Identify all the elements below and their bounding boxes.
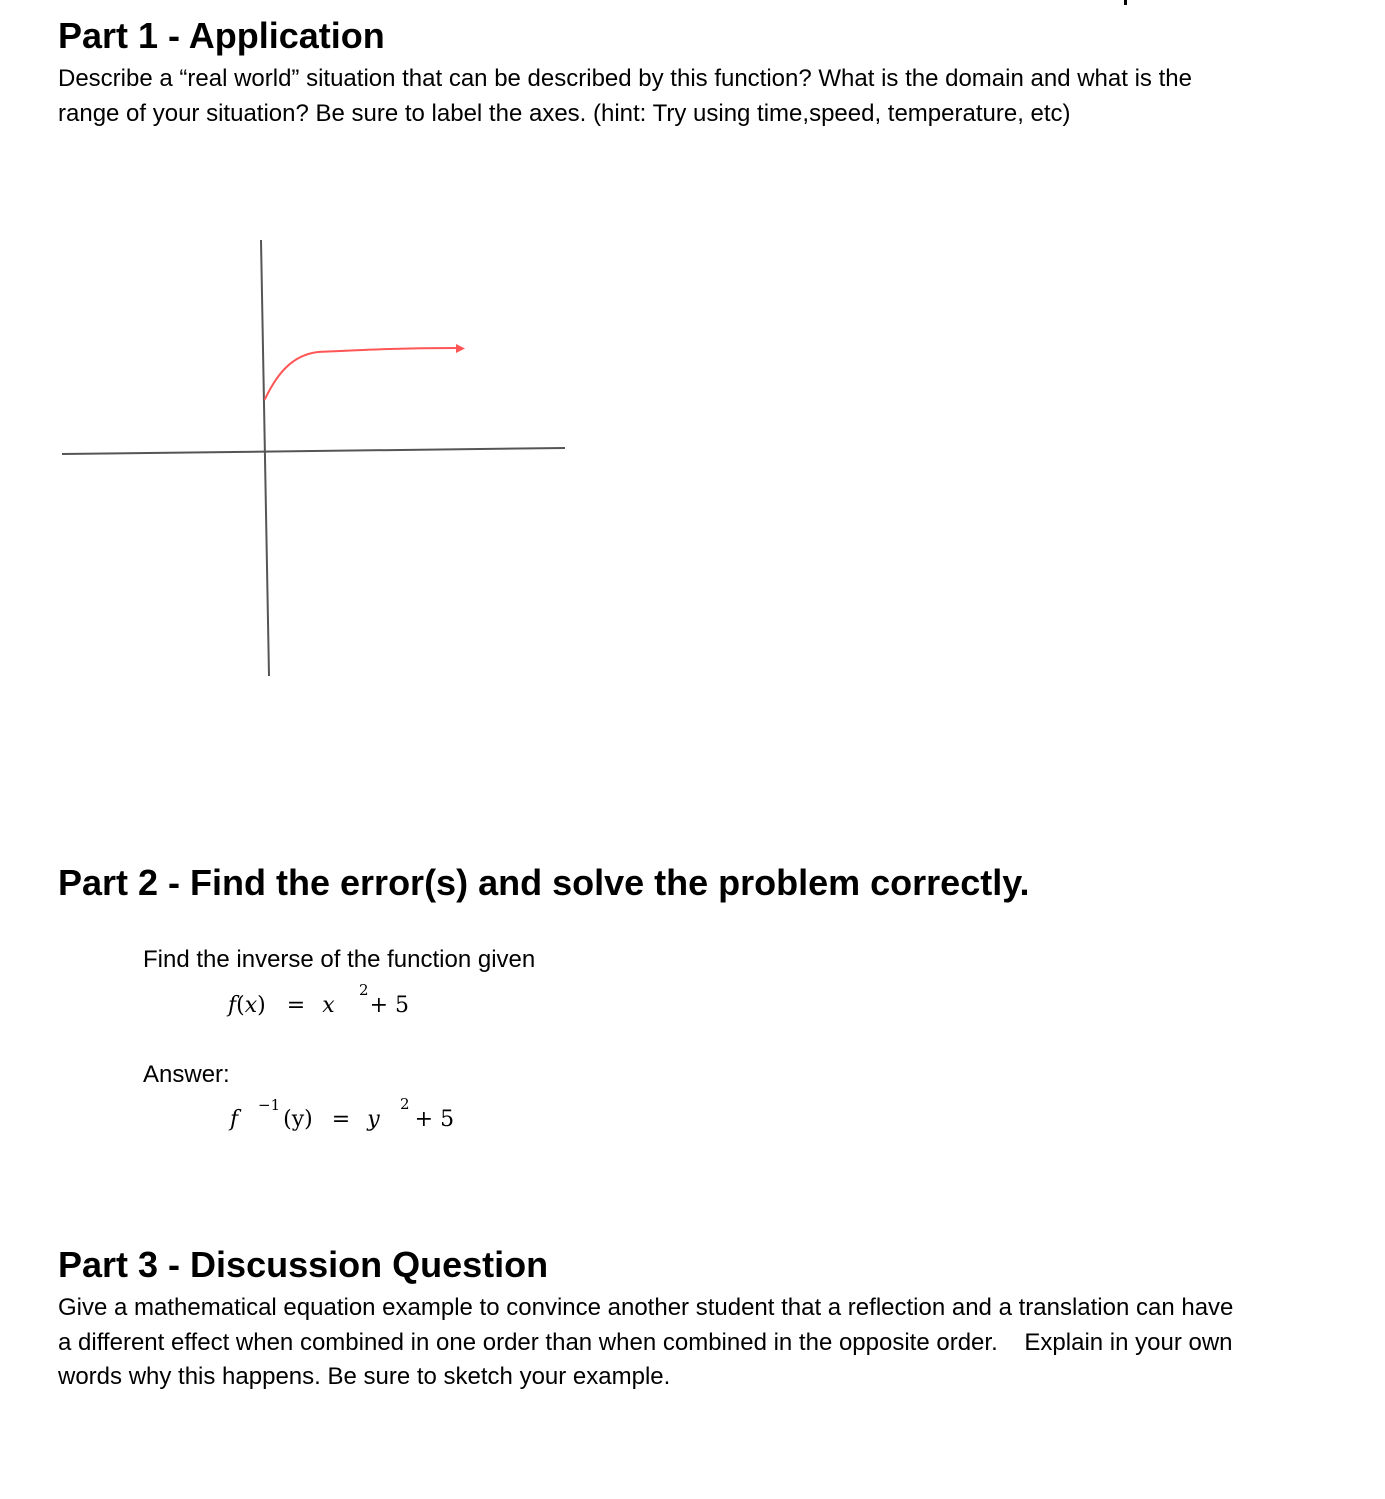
y-axis	[261, 240, 269, 676]
part2-prompt: Find the inverse of the function given	[143, 946, 536, 973]
part3-line3: words why this happens. Be sure to sketch your example.	[58, 1363, 671, 1390]
part1-line1: Describe a “real world” situation that can be described by this function? What is the domain and what is the	[58, 65, 1192, 92]
answer-label: Answer:	[143, 1061, 230, 1088]
part1-heading: Part 1 - Application	[58, 15, 385, 56]
given-exponent: 2	[359, 981, 369, 999]
answer-equation: f −1 (y) = y 2 + 5	[230, 1095, 455, 1132]
part3-line1: Give a mathematical equation example to convince another student that a reflection and a translation can have	[58, 1294, 1234, 1321]
given-equation: f(x) = x 2 + 5	[228, 981, 410, 1018]
part3-text	[58, 1291, 1348, 1395]
part1-line2: range of your situation? Be sure to label the axes. (hint: Try using time,speed, temperature, etc)	[58, 99, 1071, 127]
part3-heading: Part 3 - Discussion Question	[58, 1244, 549, 1285]
function-curve	[265, 348, 458, 399]
part2-heading: Part 2 - Find the error(s) and solve the problem correctly.	[58, 862, 1030, 903]
answer-exponent: 2	[400, 1095, 410, 1113]
x-axis	[62, 448, 565, 454]
inverse-exponent: −1	[258, 1096, 281, 1114]
curve-arrowhead	[456, 344, 465, 353]
part3-line2: a different effect when combined in one order than when combined in the opposite order. Explain in your own	[58, 1328, 1233, 1356]
